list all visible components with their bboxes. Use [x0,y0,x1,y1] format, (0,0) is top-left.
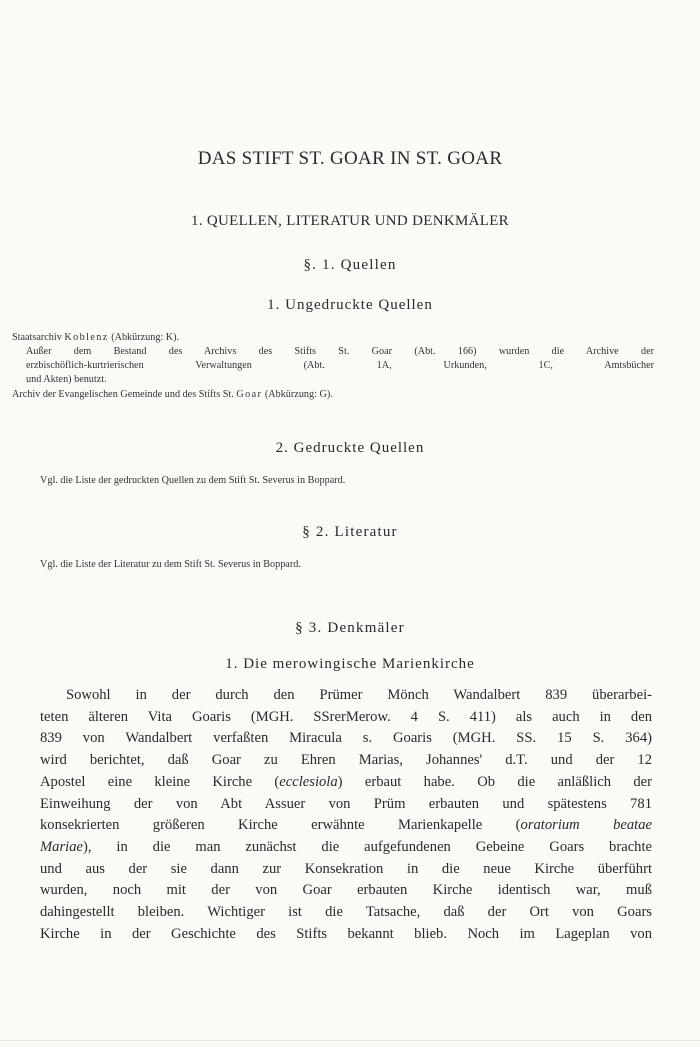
body-line [40,815,652,837]
section-heading-quellen-literatur: 1. QUELLEN, LITERATUR UND DENKMÄLER [191,213,509,229]
body-line: wird berichtet, daß Goar zu Ehren Marias, Johannes' d.T. und der 12 [40,752,652,769]
source-entry-text: (Abkürzung: G). [262,389,333,400]
body-text-run: konsekrierten größeren Kirche erwähnte Marienkapelle ( [40,817,521,834]
page-edge-divider [0,1040,700,1041]
paragraph-heading-denkmaeler: § 3. Denkmäler [295,620,405,636]
latin-term: Mariae [40,838,83,855]
latin-term: ecclesiola [279,773,338,790]
body-text-run: ), in die man zunächst die aufgefundenen Gebeine Goars brachte [82,838,652,855]
source-entry-text: Staatsarchiv [12,332,65,343]
source-entry-text: Archiv der Evangelischen Gemeinde und des Stifts St. [12,389,237,400]
source-note-line: Außer dem Bestand des Archivs des Stifts St. Goar (Abt. 166) wurden die Archive der [26,346,654,357]
body-line [40,837,652,859]
source-note-line: und Akten) benutzt. [26,374,107,385]
body-line: Einweihung der von Abt Assuer von Prüm erbauten und spätestens 781 [40,795,652,812]
body-line [40,772,652,794]
body-line: Kirche in der Geschichte des Stifts bekannt blieb. Noch im Lageplan von [40,925,652,942]
source-entry-archiv-gemeinde [12,388,333,402]
source-note-line: erzbischöflich-kurtrierischen Verwaltungen (Abt. 1A, Urkunden, 1C, Amtsbücher [26,360,654,371]
paragraph-heading-quellen: §. 1. Quellen [303,257,397,273]
body-line: dahingestellt bleiben. Wichtiger ist die Tatsache, daß der Ort von Goars [40,904,652,921]
subheading-marienkirche: 1. Die merowingische Marienkirche [225,656,475,672]
paragraph-heading-literatur: § 2. Literatur [302,524,398,540]
archive-place-name: Goar [236,389,263,400]
literatur-note: Vgl. die Liste der Literatur zu dem Stift St. Severus in Boppard. [40,559,301,570]
body-text-run: Apostel eine kleine Kirche ( [40,773,280,790]
body-text-run: ) erbaut habe. Ob die anläßlich der [337,773,652,790]
subheading-gedruckte-quellen: 2. Gedruckte Quellen [275,440,425,456]
latin-term: oratorium beatae [520,817,652,834]
source-entry-staatsarchiv [12,331,179,345]
document-title: DAS STIFT ST. GOAR IN ST. GOAR [197,148,503,169]
subheading-ungedruckte-quellen: 1. Ungedruckte Quellen [267,297,433,313]
body-line: 839 von Wandalbert verfaßten Miracula s. Goaris (MGH. SS. 15 S. 364) [40,730,652,747]
body-line: teten älteren Vita Goaris (MGH. SSrerMerow. 4 S. 411) als auch in den [40,708,652,725]
gedruckte-quellen-note: Vgl. die Liste der gedruckten Quellen zu dem Stift St. Severus in Boppard. [40,475,346,486]
archive-place-name: Koblenz [64,332,109,343]
body-line: wurden, noch mit der von Goar erbauten Kirche identisch war, muß [40,882,652,899]
source-entry-text: (Abkürzung: K). [108,332,180,343]
body-line: Sowohl in der durch den Prümer Mönch Wandalbert 839 überarbei- [66,687,652,703]
body-line: und aus der sie dann zur Konsekration in die neue Kirche überführt [40,860,652,877]
body-paragraph [40,685,652,945]
